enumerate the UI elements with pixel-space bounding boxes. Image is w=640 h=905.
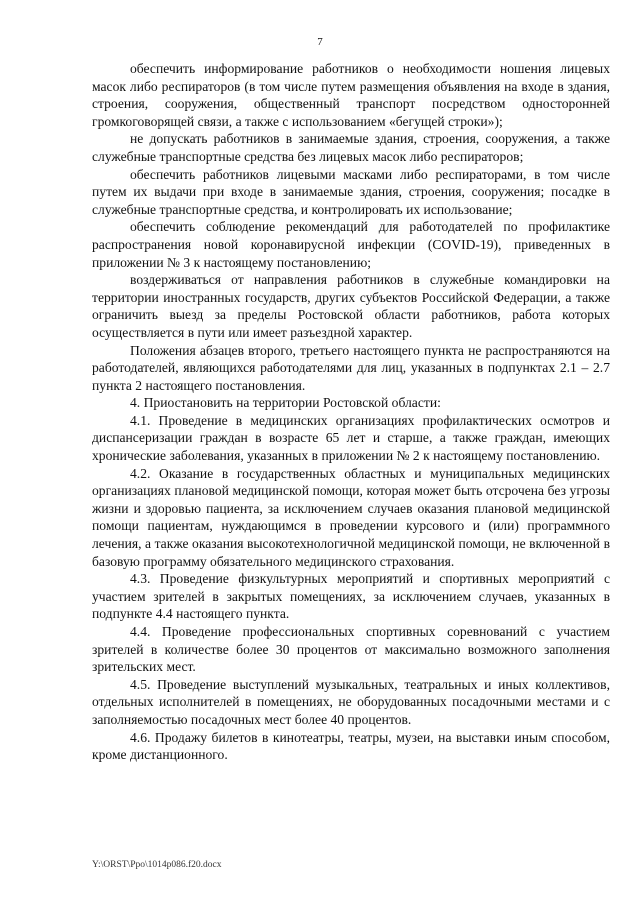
item-4-2: 4.2. Оказание в государственных областных и муниципальных медицинских организациях плановой медицинской помощи, которая может быть отсрочена без угрозы жизни и здоровью пациента, за исключением случаев оказания плановой медицинской помощи пациентам, нуждающимся в проведении курсового и (или) программного лечения, а также оказания высокотехнологичной медицинской помощи, не включенной в базовую программу обязательного медицинского страхования. xyxy=(92,465,610,569)
paragraph-mask-informing: обеспечить информирование работников о необходимости ношения лицевых масок либо респираторов (в том числе путем размещения объявления на входе в здания, строения, сооружения, общественный транспорт посредством односторонней громкоговорящей связи, а также с использованием «бегущей строки»); xyxy=(92,61,610,129)
paragraph-exceptions: Положения абзацев второго, третьего настоящего пункта не распространяются на работодателей, являющихся работодателями для лиц, указанных в подпунктах 2.1 – 2.7 пункта 2 настоящего постановления. xyxy=(92,342,610,393)
item-4-4: 4.4. Проведение профессиональных спортивных соревнований с участием зрителей в количестве более 30 процентов от максимально возможного заполнения зрительских мест. xyxy=(92,624,610,675)
item-4-6: 4.6. Продажу билетов в кинотеатры, театры, музеи, на выставки иным способом, кроме дистанционного. xyxy=(92,729,610,763)
paragraph-employer-recommendations: обеспечить соблюдение рекомендаций для работодателей по профилактике распространения новой коронавирусной инфекции (COVID-19), приведенных в приложении № 3 к настоящему постановлению; xyxy=(92,219,610,270)
document-body xyxy=(92,60,610,764)
footer-file-path: Y:\ORST\Ppo\1014p086.f20.docx xyxy=(92,860,222,870)
item-4-5: 4.5. Проведение выступлений музыкальных, театральных и иных коллективов, отдельных исполнителей в помещениях, не оборудованных посадочными местами и с заполняемостью посадочных мест более 40 процентов. xyxy=(92,676,610,727)
paragraph-provide-masks: обеспечить работников лицевыми масками либо респираторами, в том числе путем их выдачи при входе в занимаемые здания, строения, сооружения; посадке в служебные транспортные средства, и контролировать их использование; xyxy=(92,166,610,217)
paragraph-business-trips: воздерживаться от направления работников в служебные командировки на территории иностранных государств, других субъектов Российской Федерации, а также ограничить выезд за пределы Ростовской области работников, работа которых осуществляется в пути или имеет разъездной характер. xyxy=(92,272,610,340)
item-4-1: 4.1. Проведение в медицинских организациях профилактических осмотров и диспансеризации граждан в возрасте 65 лет и старше, а также граждан, имеющих хронические заболевания, указанных в приложении № 2 к настоящему постановлению. xyxy=(92,412,610,464)
item-4-3: 4.3. Проведение физкультурных мероприятий и спортивных мероприятий с участием зрителей в закрытых помещениях, за исключением случаев, указанных в подпункте 4.4 настоящего пункта. xyxy=(92,571,610,622)
section-4-heading: 4. Приостановить на территории Ростовской области: xyxy=(130,395,441,411)
paragraph-no-admission-without-masks: не допускать работников в занимаемые здания, строения, сооружения, а также служебные транспортные средства без лицевых масок либо респираторов; xyxy=(92,131,610,164)
page-number: 7 xyxy=(317,36,323,48)
